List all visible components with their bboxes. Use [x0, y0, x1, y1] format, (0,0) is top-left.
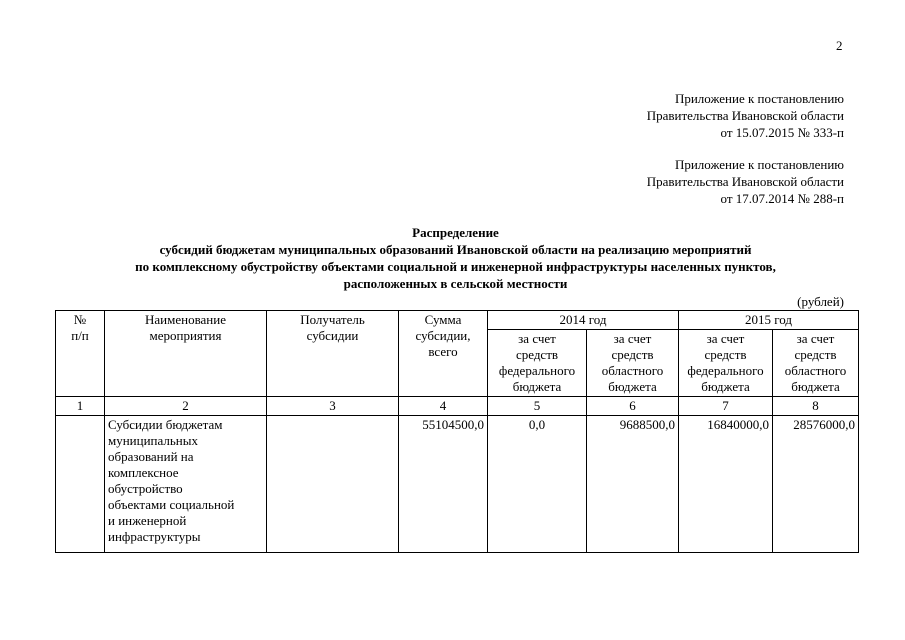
- appendix-note-line: от 15.07.2015 № 333-п: [720, 125, 844, 140]
- header-name: Наименование мероприятия: [105, 311, 267, 397]
- units-label: (рублей): [797, 294, 844, 309]
- header-total: Сумма субсидии, всего: [399, 311, 488, 397]
- column-number: 5: [488, 397, 587, 416]
- row-num: [56, 416, 105, 553]
- appendix-note-line: Приложение к постановлению: [674, 91, 844, 106]
- row-fed-2014: 0,0: [488, 416, 587, 553]
- title-line: субсидий бюджетам муниципальных образований Ивановской области на реализацию мероприятий: [159, 242, 752, 257]
- row-reg-2014: 9688500,0: [587, 416, 679, 553]
- row-fed-2015: 16840000,0: [679, 416, 773, 553]
- row-reg-2015: 28576000,0: [773, 416, 859, 553]
- header-year-2014: 2014 год: [488, 311, 679, 330]
- column-number: 6: [587, 397, 679, 416]
- header-reg-2014: за счет средств областного бюджета: [587, 330, 679, 397]
- appendix-note-original: [647, 156, 844, 207]
- title-line: расположенных в сельской местности: [343, 276, 568, 291]
- appendix-note-line: от 17.07.2014 № 288-п: [720, 191, 844, 206]
- document-title: [53, 224, 858, 292]
- column-number: 3: [267, 397, 399, 416]
- title-line: Распределение: [412, 225, 499, 240]
- column-number: 7: [679, 397, 773, 416]
- column-number: 2: [105, 397, 267, 416]
- header-year-2015: 2015 год: [679, 311, 859, 330]
- subsidy-table: [55, 310, 859, 553]
- appendix-note-line: Правительства Ивановской области: [646, 174, 844, 189]
- table-row: [56, 416, 859, 553]
- table-header-row: [56, 311, 859, 330]
- column-number: 4: [399, 397, 488, 416]
- title-line: по комплексному обустройству объектами социальной и инженерной инфраструктуры населенных пунктов,: [135, 259, 776, 274]
- header-fed-2015: за счет средств федерального бюджета: [679, 330, 773, 397]
- header-fed-2014: за счет средств федерального бюджета: [488, 330, 587, 397]
- page-number: 2: [836, 38, 843, 53]
- column-number-row: [56, 397, 859, 416]
- row-recipient: [267, 416, 399, 553]
- appendix-note-line: Правительства Ивановской области: [646, 108, 844, 123]
- column-number: 1: [56, 397, 105, 416]
- header-recipient: Получатель субсидии: [267, 311, 399, 397]
- header-reg-2015: за счет средств областного бюджета: [773, 330, 859, 397]
- row-name: Субсидии бюджетам муниципальных образований на комплексное обустройство объектами социальной и инженерной инфраструктуры: [105, 416, 267, 553]
- row-total: 55104500,0: [399, 416, 488, 553]
- appendix-note-current: [647, 90, 844, 141]
- column-number: 8: [773, 397, 859, 416]
- header-num: № п/п: [56, 311, 105, 397]
- appendix-note-line: Приложение к постановлению: [674, 157, 844, 172]
